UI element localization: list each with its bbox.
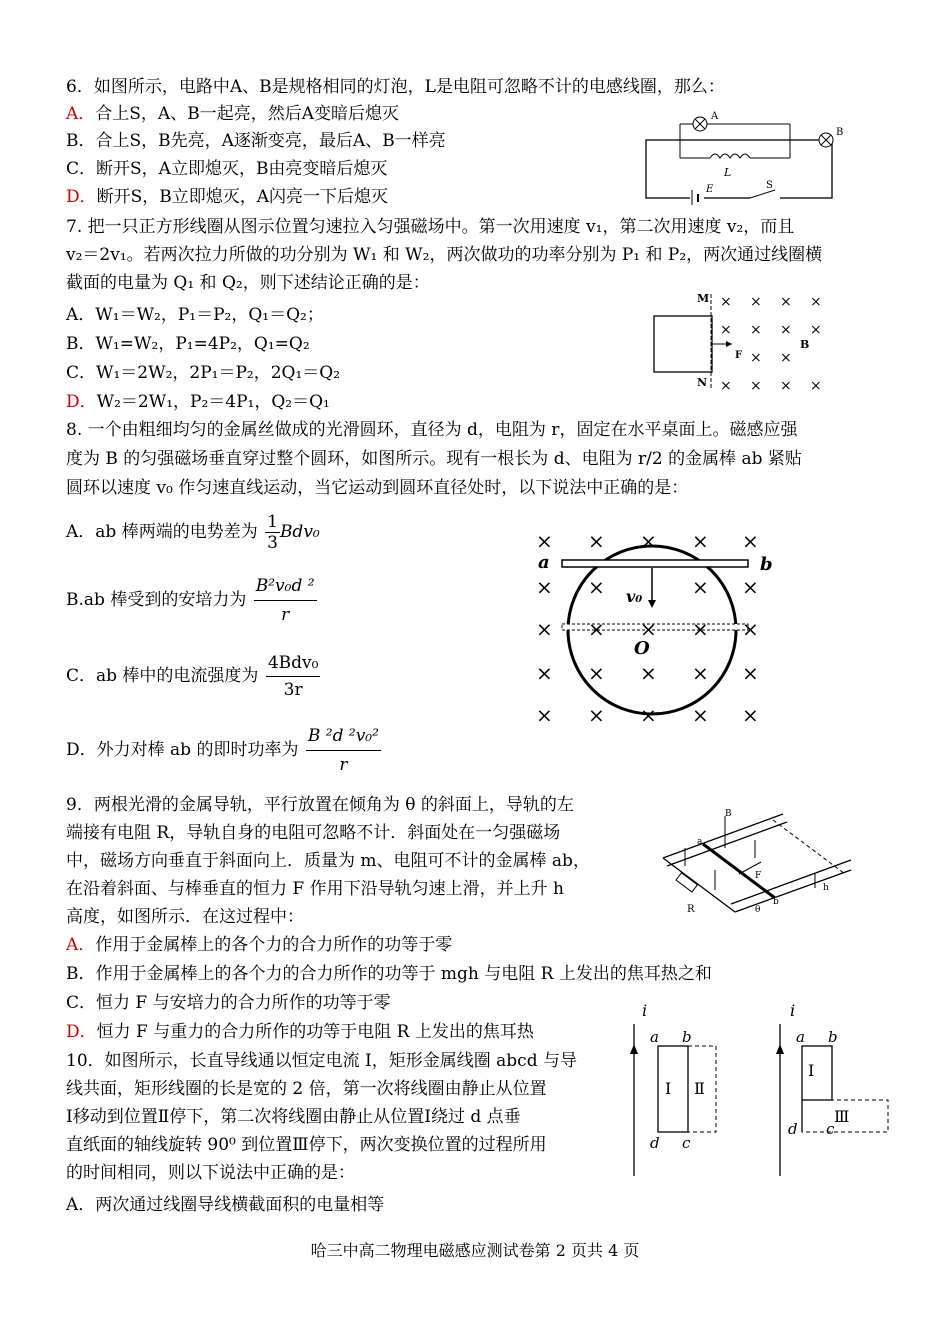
svg-text:×: ×: [588, 617, 605, 641]
position-1: Ⅰ: [808, 1061, 815, 1080]
q8-option-c: [66, 646, 320, 706]
q10-stem-4: 直纸面的轴线旋转 90⁰ 到位置Ⅲ停下，两次变换位置的过程所用: [66, 1135, 547, 1155]
svg-text:×: ×: [692, 529, 709, 553]
q9-stem-5: 高度，如图所示．在这过程中：: [66, 907, 304, 927]
q9-option-a: [66, 934, 452, 956]
corner-c: c: [682, 1134, 691, 1152]
frac-denominator: r: [281, 605, 290, 625]
q6-stem: 6．如图所示，电路中A、B是规格相同的灯泡，L是电阻可忽略不计的电感线圈，那么：: [66, 77, 725, 97]
svg-text:×: ×: [720, 294, 732, 310]
page-footer: 哈三中高二物理电磁感应测试卷第 2 页共 4 页: [310, 1241, 640, 1260]
frac-numerator: 4Bdv₀: [266, 650, 321, 677]
frac-numerator: 1: [267, 512, 278, 532]
theta-label: θ: [755, 905, 761, 915]
svg-text:×: ×: [750, 322, 762, 338]
option-text: W₁=W₂，P₁=4P₂，Q₁=Q₂: [95, 334, 310, 354]
current-label-right: i: [790, 1001, 796, 1020]
svg-text:×: ×: [720, 322, 732, 338]
corner-a: a: [796, 1028, 805, 1046]
svg-text:×: ×: [720, 378, 732, 394]
coil-label: L: [724, 166, 732, 179]
svg-text:×: ×: [780, 378, 792, 394]
q9-stem-2: 端接有电阻 R，导轨自身的电阻可忽略不计．斜面处在一匀强磁场: [66, 823, 561, 843]
q7-option-b: [66, 333, 310, 355]
svg-text:×: ×: [640, 617, 657, 641]
position-3: Ⅲ: [834, 1107, 850, 1126]
q6-option-d: [66, 186, 388, 208]
svg-text:×: ×: [588, 703, 605, 727]
option-key: B．: [66, 964, 96, 984]
m-label: M: [697, 292, 710, 305]
svg-text:×: ×: [640, 529, 657, 553]
svg-text:×: ×: [780, 350, 792, 366]
option-text: 两次通过线圈导线横截面积的电量相等: [95, 1195, 385, 1215]
q7-option-a: [66, 304, 324, 326]
svg-text:×: ×: [692, 661, 709, 685]
svg-text:×: ×: [692, 617, 709, 641]
svg-text:×: ×: [588, 529, 605, 553]
force-f-label: F: [755, 871, 762, 881]
option-text: 合上S，A、B一起亮，然后A变暗后熄灭: [95, 104, 399, 124]
option-key: B．: [66, 334, 96, 354]
option-text: W₁＝2W₂，2P₁＝P₂，2Q₁＝Q₂: [96, 363, 341, 383]
q8-option-d: [66, 718, 381, 782]
option-key: C．: [66, 363, 97, 383]
frac-denominator: 3r: [283, 680, 303, 700]
option-key: A．: [66, 305, 96, 325]
rod-a-label: a: [538, 552, 550, 573]
q8-option-a: [66, 510, 320, 554]
option-text: 断开S，A立即熄灭，B由亮变暗后熄灭: [96, 159, 388, 179]
svg-text:×: ×: [536, 661, 553, 685]
current-label-left: i: [642, 1001, 648, 1020]
svg-text:×: ×: [640, 703, 657, 727]
field-b-label: B: [725, 809, 732, 819]
q8-stem-2: 度为 B 的匀强磁场垂直穿过整个圆环，如图所示。现有一根长为 d、电阻为 r/2 的金属棒 ab 紧贴: [66, 449, 802, 469]
svg-text:×: ×: [536, 575, 553, 599]
option-key: C．: [66, 666, 97, 686]
svg-text:×: ×: [780, 294, 792, 310]
q7-stem-3: 截面的电量为 Q₁ 和 Q₂，则下述结论正确的是：: [66, 273, 430, 293]
svg-text:×: ×: [810, 322, 822, 338]
option-key: B.: [66, 590, 84, 610]
frac-numerator: B ²d ²v₀²: [306, 722, 381, 751]
q9-option-d: [66, 1021, 534, 1043]
q7-stem-2: v₂＝2v₁。若两次拉力所做的功分别为 W₁ 和 W₂，两次做功的功率分别为 P₁ 和 P₂，两次通过线圈横: [66, 245, 823, 265]
svg-text:×: ×: [780, 322, 792, 338]
option-text: ab 棒两端的电势差为: [95, 522, 258, 542]
svg-text:×: ×: [536, 617, 553, 641]
q9-stem-1: 9．两根光滑的金属导轨，平行放置在倾角为 θ 的斜面上，导轨的左: [66, 795, 574, 815]
svg-text:×: ×: [692, 575, 709, 599]
option-text: 断开S，B立即熄灭，A闪亮一下后熄灭: [96, 187, 389, 207]
frac-numerator: B²v₀d ²: [254, 572, 317, 601]
q7-option-d: [66, 391, 330, 413]
n-label: N: [697, 376, 708, 389]
q8-option-b: [66, 568, 317, 632]
svg-text:×: ×: [640, 661, 657, 685]
svg-text:×: ×: [750, 350, 762, 366]
resistor-label: R: [687, 904, 695, 915]
q7-option-c: [66, 362, 340, 384]
corner-b: b: [828, 1028, 838, 1046]
option-text: W₂＝2W₁，P₂＝4P₁，Q₂＝Q₁: [96, 392, 330, 412]
q10-stem-3: Ⅰ移动到位置Ⅱ停下，第二次将线圈由静止从位置Ⅰ绕过 d 点垂: [66, 1107, 521, 1127]
rod-b-label: b: [760, 554, 773, 575]
q10-stem-5: 的时间相同，则以下说法中正确的是：: [66, 1163, 355, 1183]
lamp-a-label: A: [711, 111, 719, 122]
corner-c: c: [826, 1120, 835, 1138]
corner-d: d: [650, 1134, 660, 1152]
center-label: O: [634, 638, 650, 659]
q10-stem-2: 线共面，矩形线圈的长是宽的 2 倍，第一次将线圈由静止从位置: [66, 1079, 547, 1099]
option-key: B．: [66, 131, 96, 151]
option-text: 恒力 F 与重力的合力所作的功等于电阻 R 上发出的焦耳热: [96, 1022, 534, 1042]
switch-label: S: [766, 180, 773, 191]
corner-a: a: [650, 1028, 659, 1046]
corner-b: b: [682, 1028, 692, 1046]
svg-text:×: ×: [588, 661, 605, 685]
q6-option-c: [66, 158, 387, 180]
q7-field-figure: [648, 286, 838, 396]
q7-stem-1: 7. 把一只正方形线圈从图示位置匀速拉入匀强磁场中。第一次用速度 v₁，第二次用速度 v₂，而且: [66, 217, 795, 237]
svg-text:×: ×: [536, 703, 553, 727]
option-key: A．: [66, 1195, 96, 1215]
svg-text:×: ×: [750, 378, 762, 394]
svg-text:×: ×: [742, 529, 759, 553]
rod-a-label: a: [697, 837, 703, 847]
option-text: ab 棒中的电流强度为: [96, 666, 259, 686]
option-key: C．: [66, 993, 97, 1013]
option-text: 作用于金属棒上的各个力的合力所作的功等于零: [95, 935, 453, 955]
q9-stem-3: 中，磁场方向垂直于斜面向上．质量为 m、电阻可不计的金属棒 ab，: [66, 851, 590, 871]
height-label: h: [823, 883, 829, 893]
q6-circuit-figure: [640, 106, 844, 206]
lamp-b-label: B: [836, 127, 844, 138]
option-key: D．: [66, 1022, 97, 1042]
q9-incline-figure: [655, 808, 855, 918]
frac-denominator: r: [339, 755, 348, 775]
option-key: A．: [66, 935, 96, 955]
svg-text:×: ×: [742, 575, 759, 599]
rod-b-label: b: [773, 897, 779, 907]
position-2: Ⅱ: [694, 1079, 705, 1098]
q9-stem-4: 在沿着斜面、与棒垂直的恒力 F 作用下沿导轨匀速上滑，并上升 h: [66, 879, 564, 899]
svg-text:×: ×: [810, 294, 822, 310]
option-key: A．: [66, 104, 96, 124]
force-label: F: [735, 350, 743, 361]
option-text: 作用于金属棒上的各个力的合力所作的功等于 mgh 与电阻 R 上发出的焦耳热之和: [95, 964, 712, 984]
svg-text:×: ×: [742, 703, 759, 727]
frac-denominator: 3: [267, 533, 278, 553]
option-key: C．: [66, 159, 97, 179]
field-label: B: [800, 338, 810, 351]
option-text: 恒力 F 与安培力的合力所作的功等于零: [96, 993, 391, 1013]
option-key: D．: [66, 740, 97, 760]
formula-tail: Bdv₀: [279, 522, 320, 542]
q10-stem-1: 10．如图所示，长直导线通以恒定电流 I，矩形金属线圈 abcd 与导: [66, 1051, 577, 1071]
q10-wire-figure: [620, 996, 910, 1178]
option-text: ab 棒受到的安培力为: [83, 590, 247, 610]
option-text: 外力对棒 ab 的即时功率为: [96, 740, 299, 760]
q8-ring-figure: [530, 526, 790, 726]
svg-text:×: ×: [750, 294, 762, 310]
option-key: D．: [66, 392, 97, 412]
q10-option-a: [66, 1194, 384, 1216]
q6-option-b: [66, 130, 446, 152]
battery-label: E: [706, 184, 714, 195]
svg-text:×: ×: [810, 378, 822, 394]
svg-text:×: ×: [588, 575, 605, 599]
svg-text:×: ×: [536, 529, 553, 553]
svg-text:×: ×: [742, 661, 759, 685]
option-key: A．: [66, 522, 96, 542]
q6-option-a: [66, 103, 399, 125]
q9-option-b: [66, 963, 712, 985]
option-text: 合上S，B先亮，A逐渐变亮，最后A、B一样亮: [95, 131, 446, 151]
q9-option-c: [66, 992, 391, 1014]
velocity-label: v₀: [626, 587, 643, 606]
option-text: W₁＝W₂，P₁＝P₂，Q₁＝Q₂；: [95, 305, 324, 325]
svg-text:×: ×: [742, 617, 759, 641]
position-1: Ⅰ: [665, 1079, 672, 1098]
corner-d: d: [788, 1120, 798, 1138]
q8-stem-3: 圆环以速度 v₀ 作匀速直线运动，当它运动到圆环直径处时，以下说法中正确的是：: [66, 478, 689, 498]
q8-stem-1: 8. 一个由粗细均匀的金属丝做成的光滑圆环，直径为 d，电阻为 r，固定在水平桌面上。磁感应强: [66, 420, 798, 440]
svg-text:×: ×: [692, 703, 709, 727]
option-key: D．: [66, 187, 97, 207]
